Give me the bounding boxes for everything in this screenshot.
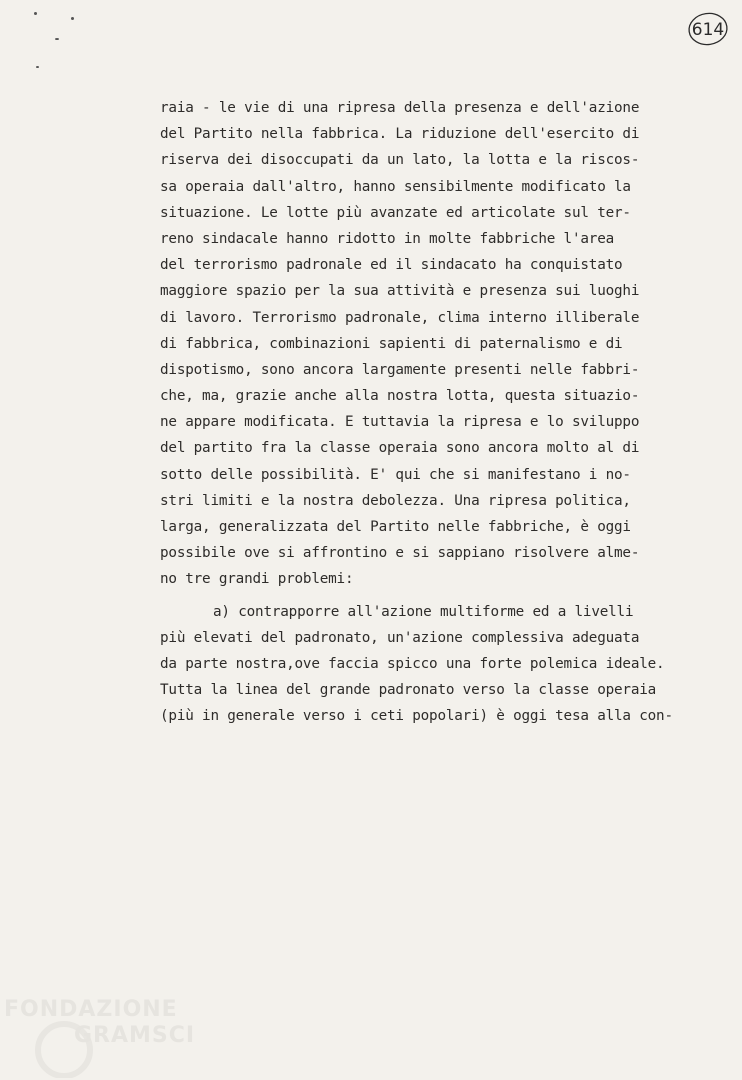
- ink-speck: [34, 12, 37, 15]
- text-line: sa operaia dall'altro, hanno sensibilmente modificato la: [160, 178, 631, 195]
- text-line: del Partito nella fabbrica. La riduzione dell'esercito di: [160, 126, 640, 143]
- fondazione-gramsci-watermark: [2, 992, 202, 1078]
- text-line: Tutta la linea del grande padronato verso la classe operaia: [160, 682, 657, 699]
- text-line: (più in generale verso i ceti popolari) è oggi tesa alla con-: [160, 708, 673, 725]
- text-line: di lavoro. Terrorismo padronale, clima interno illiberale: [160, 309, 640, 326]
- text-line: no tre grandi problemi:: [160, 571, 354, 588]
- watermark-line-1: FONDAZIONE: [4, 997, 178, 1022]
- watermark-line-2: GRAMSCI: [74, 1023, 196, 1048]
- text-line: larga, generalizzata del Partito nelle fabbriche, è oggi: [160, 519, 631, 535]
- page-number: 614: [691, 20, 725, 40]
- text-line: del partito fra la classe operaia sono ancora molto al di: [160, 440, 640, 457]
- text-line: stri limiti e la nostra debolezza. Una ripresa politica,: [160, 492, 631, 509]
- text-line: sotto delle possibilità. E' qui che si manifestano i no-: [160, 466, 631, 483]
- text-line: che, ma, grazie anche alla nostra lotta, questa situazio-: [160, 388, 640, 405]
- text-line: possibile ove si affrontino e si sappiano risolvere almе-: [160, 545, 640, 562]
- page-number-stamp: [686, 10, 730, 48]
- text-line: maggiore spazio per la sua attività e presenza sui luoghi: [160, 283, 640, 300]
- ink-speck: [55, 38, 59, 40]
- text-line: raia - le vie di una ripresa della presenza e dell'azione: [160, 100, 640, 116]
- text-line: del terrorismo padronale ed il sindacato ha conquistato: [160, 257, 623, 274]
- text-line: da parte nostra,ove faccia spicco una forte polemica ideale.: [160, 655, 665, 672]
- text-line: più elevati del padronato, un'azione complessiva adeguata: [160, 629, 640, 646]
- text-line: riserva dei disoccupati da un lato, la lotta e la riscos-: [160, 152, 640, 169]
- text-line: ne appare modificata. E tuttavia la ripresa e lo sviluppo: [160, 414, 640, 431]
- text-line: situazione. Le lotte più avanzate ed articolate sul ter-: [160, 204, 631, 221]
- ink-speck: [71, 17, 74, 20]
- paragraph-a-start: a) contrapporre all'azione multiforme ed a livelli: [213, 603, 634, 620]
- ink-speck: [36, 66, 39, 68]
- text-line: dispotismo, sono ancora largamente presenti nelle fabbri-: [160, 361, 640, 378]
- text-line: reno sindacale hanno ridotto in molte fabbriche l'area: [160, 230, 615, 247]
- text-line: di fabbrica, combinazioni sapienti di paternalismo e di: [160, 335, 623, 352]
- typewritten-body: [160, 95, 720, 730]
